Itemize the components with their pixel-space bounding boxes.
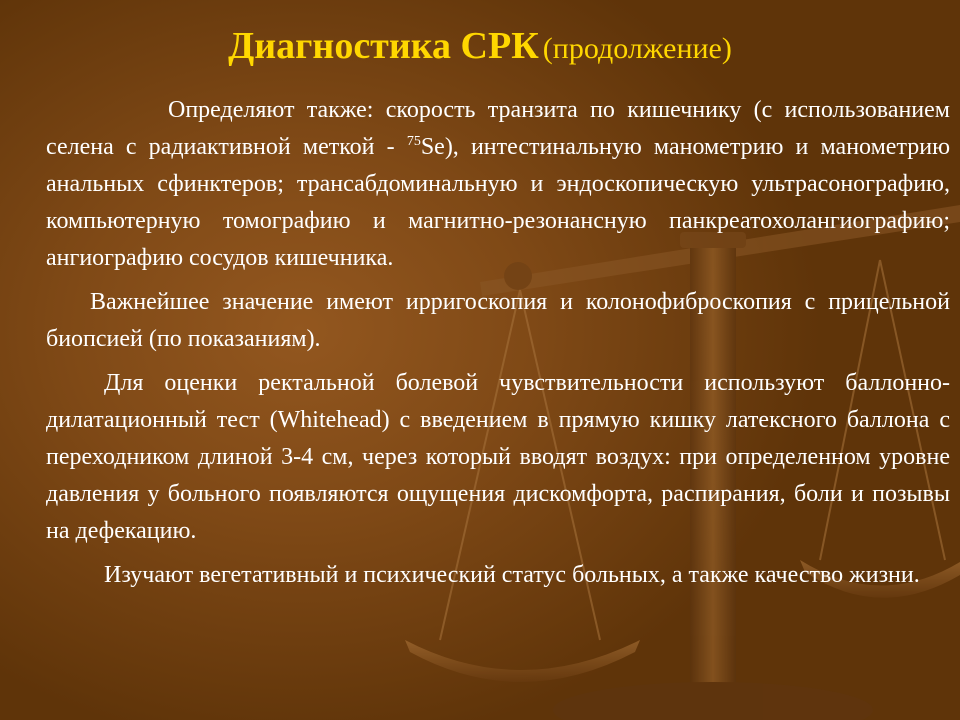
paragraph-irrigoscopy: Важнейшее значение имеют ирригоскопия и колонофиброскопия с прицельной биопсией (по показаниям). — [46, 289, 950, 352]
title-main: Диагностика СРК — [228, 25, 539, 67]
title-subtitle: (продолжение) — [542, 32, 732, 65]
paragraph-diagnostics-methods — [46, 92, 950, 277]
slide-body — [46, 92, 950, 594]
slide-title — [0, 22, 960, 78]
paragraph-balloon-test: Для оценки ректальной болевой чувствительности используют баллонно-дилатационный тест (Whitehead) с введением в прямую кишку латексного баллона с переходником длиной 3-4 см, через который вводят воздух: при определенном уровне давления у больного появляются ощущения дискомфорта, распирания, боли и позывы на дефекацию. — [46, 370, 950, 544]
paragraph-1-part-a: Определяют также: скорость транзита по кишечнику (с использованием селена с радиактивной меткой - — [46, 97, 950, 160]
paragraph-status-quality-of-life: Изучают вегетативный и психический статус больных, а также качество жизни. — [104, 562, 920, 588]
paragraph-1-part-b: Se), интестинальную манометрию и манометрию анальных сфинктеров; трансабдоминальную и эндоскопическую ультрасонографию, компьютерную томографию и магнитно-резонансную панкреатохолангиографию; ангиографию сосудов кишечника. — [46, 134, 950, 271]
isotope-mass-number: 75 — [406, 134, 421, 149]
